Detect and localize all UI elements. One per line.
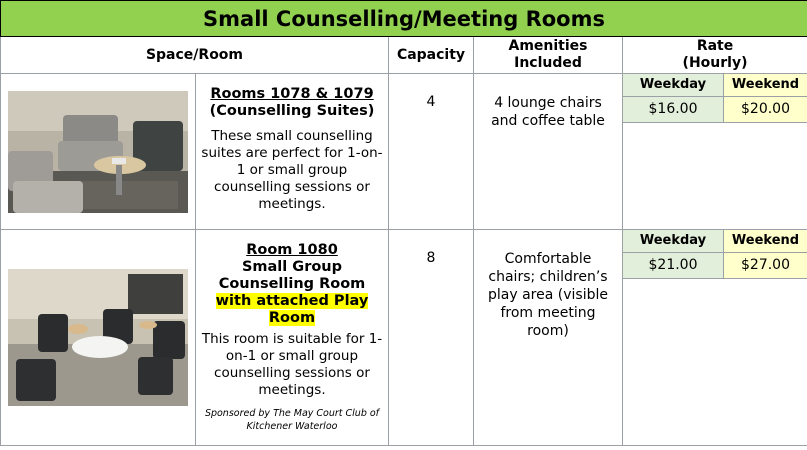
room-name: Room 1080	[246, 242, 338, 258]
table-row	[1, 74, 807, 230]
room-photo-group-counselling	[1, 230, 196, 446]
table-row	[1, 230, 807, 446]
weekend-label: Weekend	[724, 74, 807, 97]
room-blurb: These small counselling suites are perfect for 1-on-1 or small group counselling sessions or meetings.	[201, 128, 383, 212]
weekday-rate: $21.00	[623, 253, 724, 279]
header-amenities-line2: Included	[514, 55, 582, 71]
capacity-value: 8	[389, 230, 474, 446]
header-rate	[623, 37, 807, 74]
room-photo-counselling-suite	[1, 74, 196, 230]
table-title: Small Counselling/Meeting Rooms	[1, 1, 807, 37]
header-capacity: Capacity	[389, 37, 474, 74]
weekend-label: Weekend	[724, 230, 807, 253]
header-amenities	[474, 37, 623, 74]
sponsor-note: Sponsored by The May Court Club of Kitchener Waterloo	[204, 408, 380, 432]
room-highlight	[200, 293, 384, 327]
header-rate-line2: (Hourly)	[682, 55, 748, 71]
room-name: Rooms 1078 & 1079	[210, 86, 374, 102]
rate-grid	[623, 74, 807, 123]
header-amenities-line1: Amenities	[508, 38, 588, 54]
header-space-room: Space/Room	[1, 37, 389, 74]
weekday-label: Weekday	[623, 74, 724, 97]
rate-grid	[623, 230, 807, 279]
room-description-1080	[196, 230, 389, 446]
rate-cell	[623, 74, 807, 230]
weekend-rate: $20.00	[724, 97, 807, 123]
room-subtitle: (Counselling Suites)	[209, 103, 375, 119]
capacity-value: 4	[389, 74, 474, 230]
room-blurb: This room is suitable for 1-on-1 or small group counselling sessions or meetings.	[201, 331, 383, 398]
highlighted-text: with attached Play Room	[215, 293, 369, 326]
weekday-rate: $16.00	[623, 97, 724, 123]
amenities-value: Comfortable chairs; children’s play area (visible from meeting room)	[474, 230, 623, 446]
amenities-value: 4 lounge chairs and coffee table	[474, 74, 623, 230]
rate-cell	[623, 230, 807, 446]
weekend-rate: $27.00	[724, 253, 807, 279]
room-description-1078-1079	[196, 74, 389, 230]
weekday-label: Weekday	[623, 230, 724, 253]
room-subtitle: Small Group Counselling Room	[218, 259, 366, 292]
header-rate-line1: Rate	[696, 38, 734, 54]
